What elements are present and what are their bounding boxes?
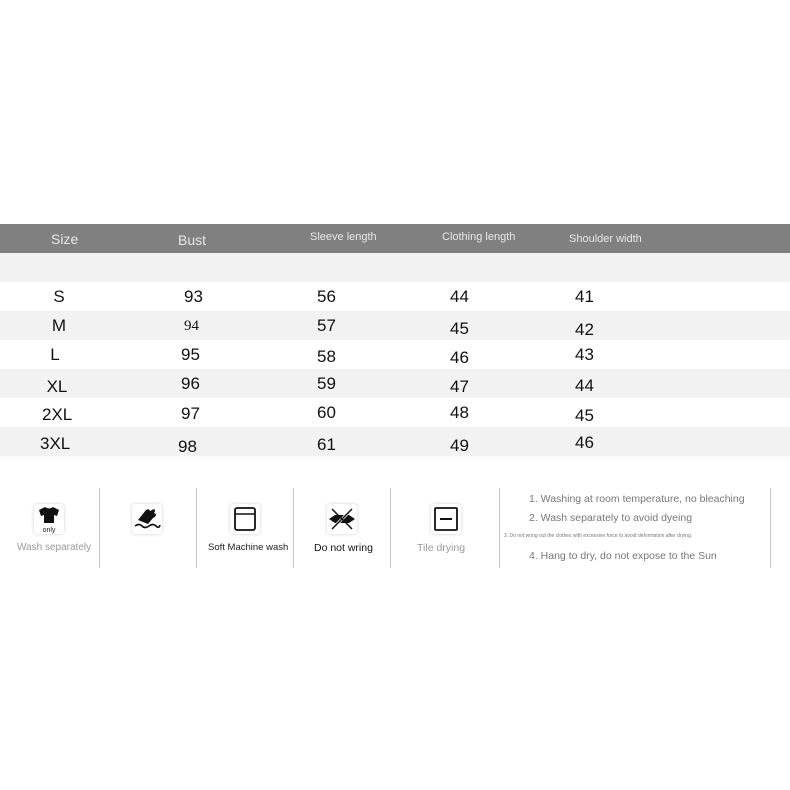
care-item-do-not-wring	[294, 488, 391, 568]
care-label: Tile drying	[417, 542, 466, 554]
care-item-soft-machine-wash	[197, 488, 294, 568]
header-size: Size	[51, 231, 79, 247]
cell-bust: 93	[184, 287, 203, 306]
cell-sleeve: 57	[317, 316, 336, 335]
table-bottom-fade	[0, 456, 790, 466]
table-row	[0, 427, 790, 456]
cell-shoulder: 43	[575, 345, 594, 364]
table-row	[0, 282, 790, 311]
blank-spacer-row	[0, 253, 790, 282]
cell-bust: 97	[181, 404, 200, 423]
no-wring-icon	[327, 504, 357, 534]
cell-size: S	[53, 287, 65, 306]
cell-size: XL	[46, 377, 68, 396]
cell-size: M	[51, 316, 67, 335]
care-note-2: 2. Wash separately to avoid dyeing	[529, 512, 693, 524]
cell-shoulder: 44	[575, 376, 594, 395]
cell-clothing: 48	[450, 403, 469, 422]
header-sleeve-length: Sleeve length	[310, 231, 377, 243]
care-item-hand-wash	[100, 488, 197, 568]
only-badge: only	[42, 527, 56, 534]
cell-sleeve: 58	[317, 347, 336, 366]
table-row	[0, 369, 790, 398]
cell-clothing: 44	[450, 287, 469, 306]
cell-shoulder: 41	[575, 287, 594, 306]
care-notes	[500, 488, 771, 568]
cell-shoulder: 42	[575, 320, 594, 339]
table-row	[0, 340, 790, 369]
care-note-1: 1. Washing at room temperature, no bleaching	[529, 493, 745, 505]
care-item-tile-drying	[391, 488, 500, 568]
care-instructions	[0, 488, 790, 568]
cell-clothing: 46	[450, 348, 469, 367]
tshirt-only-icon	[34, 504, 64, 534]
hand-wash-icon	[132, 504, 162, 534]
cell-sleeve: 61	[317, 435, 336, 454]
care-item-wash-separately	[0, 488, 100, 568]
cell-size: 2XL	[42, 405, 73, 424]
header-clothing-length: Clothing length	[442, 231, 516, 243]
care-note-4: 4. Hang to dry, do not expose to the Sun	[529, 550, 717, 562]
cell-bust: 94	[184, 318, 199, 334]
header-shoulder-width: Shoulder width	[569, 233, 642, 245]
cell-size: L	[50, 345, 60, 364]
cell-clothing: 47	[450, 377, 469, 396]
cell-clothing: 49	[450, 436, 469, 455]
size-chart-table	[0, 224, 790, 466]
care-note-3: 3. Do not wring out the clothes with excessive force to avoid deformation after drying.	[504, 533, 693, 539]
washing-machine-icon	[230, 504, 260, 534]
header-bust: Bust	[178, 232, 207, 248]
table-row	[0, 311, 790, 340]
flat-dry-icon	[431, 504, 461, 534]
cell-shoulder: 46	[575, 433, 594, 452]
cell-shoulder: 45	[575, 406, 594, 425]
table-row	[0, 398, 790, 427]
care-label: Soft Machine wash	[208, 542, 289, 553]
care-label: Wash separately	[17, 542, 92, 553]
cell-size: 3XL	[40, 434, 71, 453]
cell-bust: 96	[181, 374, 200, 393]
cell-bust: 95	[181, 345, 200, 364]
cell-sleeve: 60	[317, 403, 336, 422]
care-label: Do not wring	[314, 542, 373, 554]
cell-clothing: 45	[450, 319, 469, 338]
cell-sleeve: 59	[317, 374, 336, 393]
cell-bust: 98	[178, 437, 197, 456]
table-header-row	[0, 224, 790, 253]
cell-sleeve: 56	[317, 287, 336, 306]
